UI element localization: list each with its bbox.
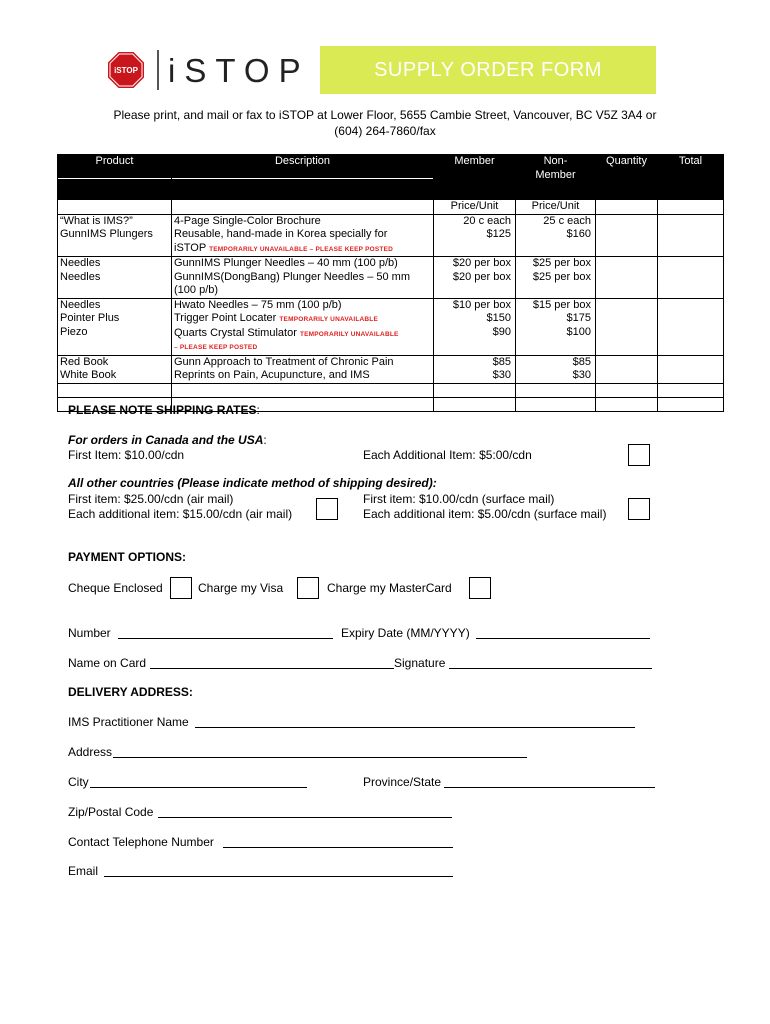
total-cell[interactable]	[658, 298, 724, 355]
table-row	[58, 257, 724, 299]
col-header-member: Member	[434, 155, 516, 200]
unavailable-notice: TEMPORARILY UNAVAILABLE – PLEASE KEEP POSTED	[209, 245, 394, 253]
total-cell[interactable]	[658, 257, 724, 299]
stop-sign-logo	[108, 52, 144, 88]
col-header-quantity: Quantity	[596, 155, 658, 200]
nonmember-price-cell: $15 per box $175 $100	[516, 298, 596, 355]
address-field[interactable]	[113, 744, 527, 758]
email-field[interactable]	[104, 863, 453, 877]
form-title: SUPPLY ORDER FORM	[374, 59, 602, 81]
address-label: Address	[68, 745, 113, 759]
city-field[interactable]	[90, 774, 307, 788]
total-cell[interactable]	[658, 397, 724, 411]
member-price-cell: $20 per box $20 per box	[434, 257, 516, 299]
unavailable-notice: TEMPORARILY UNAVAILABLE	[279, 316, 378, 323]
canada-first-item: First Item: $10.00/cdn	[68, 448, 185, 462]
product-cell: “What is IMS?” GunnIMS Plungers	[58, 214, 172, 257]
table-row	[58, 214, 724, 257]
telephone-label: Contact Telephone Number	[68, 835, 214, 849]
logo-divider	[157, 50, 159, 90]
col-header-non-member: Non- Member	[516, 155, 596, 200]
card-number-label: Number	[68, 626, 111, 640]
total-cell[interactable]	[658, 383, 724, 397]
city-label: City	[68, 775, 89, 789]
card-number-field[interactable]	[118, 625, 333, 639]
quantity-cell[interactable]	[596, 257, 658, 299]
member-price-cell: 20 c each $125	[434, 214, 516, 257]
form-title-banner	[320, 46, 656, 94]
province-label: Province/State	[363, 775, 442, 789]
unavailable-notice: – PLEASE KEEP POSTED	[174, 344, 258, 351]
product-cell: Needles Pointer Plus Piezo	[58, 298, 172, 355]
description-cell: 4-Page Single-Color Brochure Reusable, hand-made in Korea specially for iSTOP TEMPORARILY UNAVAILABLE – PLEASE KEEP POSTED	[172, 214, 434, 257]
total-cell[interactable]	[658, 355, 724, 383]
cheque-label: Cheque Enclosed	[68, 581, 163, 595]
zip-label: Zip/Postal Code	[68, 805, 154, 819]
expiry-label: Expiry Date (MM/YYYY)	[341, 626, 470, 640]
canada-each-additional: Each Additional Item: $5:00/cdn	[363, 448, 532, 462]
table-row	[58, 298, 724, 355]
nonmember-price-cell: $85 $30	[516, 355, 596, 383]
canada-usa-heading: For orders in Canada and the USA:	[68, 433, 267, 447]
surface-each-additional: Each additional item: $5.00/cdn (surface mail)	[363, 507, 607, 521]
member-price-cell: $10 per box $150 $90	[434, 298, 516, 355]
mastercard-checkbox[interactable]	[469, 577, 491, 599]
total-cell[interactable]	[658, 200, 724, 215]
quantity-cell[interactable]	[596, 298, 658, 355]
mastercard-label: Charge my MasterCard	[327, 581, 452, 595]
cheque-checkbox[interactable]	[170, 577, 192, 599]
practitioner-name-label: IMS Practitioner Name	[68, 715, 189, 729]
table-row	[58, 383, 724, 397]
signature-field[interactable]	[449, 655, 652, 669]
description-cell: GunnIMS Plunger Needles – 40 mm (100 p/b) GunnIMS(DongBang) Plunger Needles – 50 mm (100 p/b)	[172, 257, 434, 299]
visa-label: Charge my Visa	[198, 581, 284, 595]
product-cell: Needles Needles	[58, 257, 172, 299]
intro-line-2: (604) 264-7860/fax	[334, 124, 436, 138]
shipping-heading: PLEASE NOTE SHIPPING RATES:	[68, 403, 260, 417]
intro-line-1: Please print, and mail or fax to iSTOP at Lower Floor, 5655 Cambie Street, Vancouver, BC V5Z 3A4 or	[113, 108, 657, 122]
surface-first-item: First item: $10.00/cdn (surface mail)	[363, 492, 555, 506]
air-first-item: First item: $25.00/cdn (air mail)	[68, 492, 234, 506]
quantity-cell[interactable]	[596, 355, 658, 383]
other-countries-heading: All other countries (Please indicate method of shipping desired):	[68, 476, 437, 490]
name-on-card-field[interactable]	[150, 655, 394, 669]
practitioner-name-field[interactable]	[195, 714, 635, 728]
logo-sign-text: iSTOP	[114, 66, 138, 75]
table-header-row	[58, 155, 724, 200]
col-header-product: Product	[58, 155, 172, 200]
member-price-cell: $85 $30	[434, 355, 516, 383]
nonmember-price-cell: $25 per box $25 per box	[516, 257, 596, 299]
col-header-description: Description	[172, 155, 434, 200]
surface-mail-checkbox[interactable]	[628, 498, 650, 520]
member-price-unit: Price/Unit	[434, 200, 516, 215]
unavailable-notice: TEMPORARILY UNAVAILABLE	[299, 330, 399, 338]
order-table	[57, 154, 724, 412]
province-field[interactable]	[444, 774, 655, 788]
air-mail-checkbox[interactable]	[316, 498, 338, 520]
quantity-cell[interactable]	[596, 214, 658, 257]
telephone-field[interactable]	[223, 834, 453, 848]
visa-checkbox[interactable]	[297, 577, 319, 599]
payment-heading: PAYMENT OPTIONS:	[68, 550, 187, 564]
total-cell[interactable]	[658, 214, 724, 257]
table-row	[58, 355, 724, 383]
table-row	[58, 200, 724, 215]
description-cell: Hwato Needles – 75 mm (100 p/b) Trigger Point Locater TEMPORARILY UNAVAILABLE Quarts Crystal Stimulator TEMPORARILY UNAVAILABLE – PLEASE KEEP POSTED	[172, 298, 434, 355]
logo-wordmark: iSTOP	[168, 52, 310, 89]
canada-shipping-checkbox[interactable]	[628, 444, 650, 466]
name-on-card-label: Name on Card	[68, 656, 147, 670]
col-header-total: Total	[658, 155, 724, 200]
product-cell: Red Book White Book	[58, 355, 172, 383]
zip-field[interactable]	[158, 804, 452, 818]
description-cell: Gunn Approach to Treatment of Chronic Pain Reprints on Pain, Acupuncture, and IMS	[172, 355, 434, 383]
quantity-cell[interactable]	[596, 383, 658, 397]
quantity-cell[interactable]	[596, 397, 658, 411]
delivery-heading: DELIVERY ADDRESS:	[68, 685, 193, 699]
expiry-field[interactable]	[476, 625, 650, 639]
air-each-additional: Each additional item: $15.00/cdn (air mail)	[68, 507, 293, 521]
quantity-cell[interactable]	[596, 200, 658, 215]
nonmember-price-unit: Price/Unit	[516, 200, 596, 215]
email-label: Email	[68, 864, 99, 878]
signature-label: Signature	[394, 656, 446, 670]
nonmember-price-cell: 25 c each $160	[516, 214, 596, 257]
